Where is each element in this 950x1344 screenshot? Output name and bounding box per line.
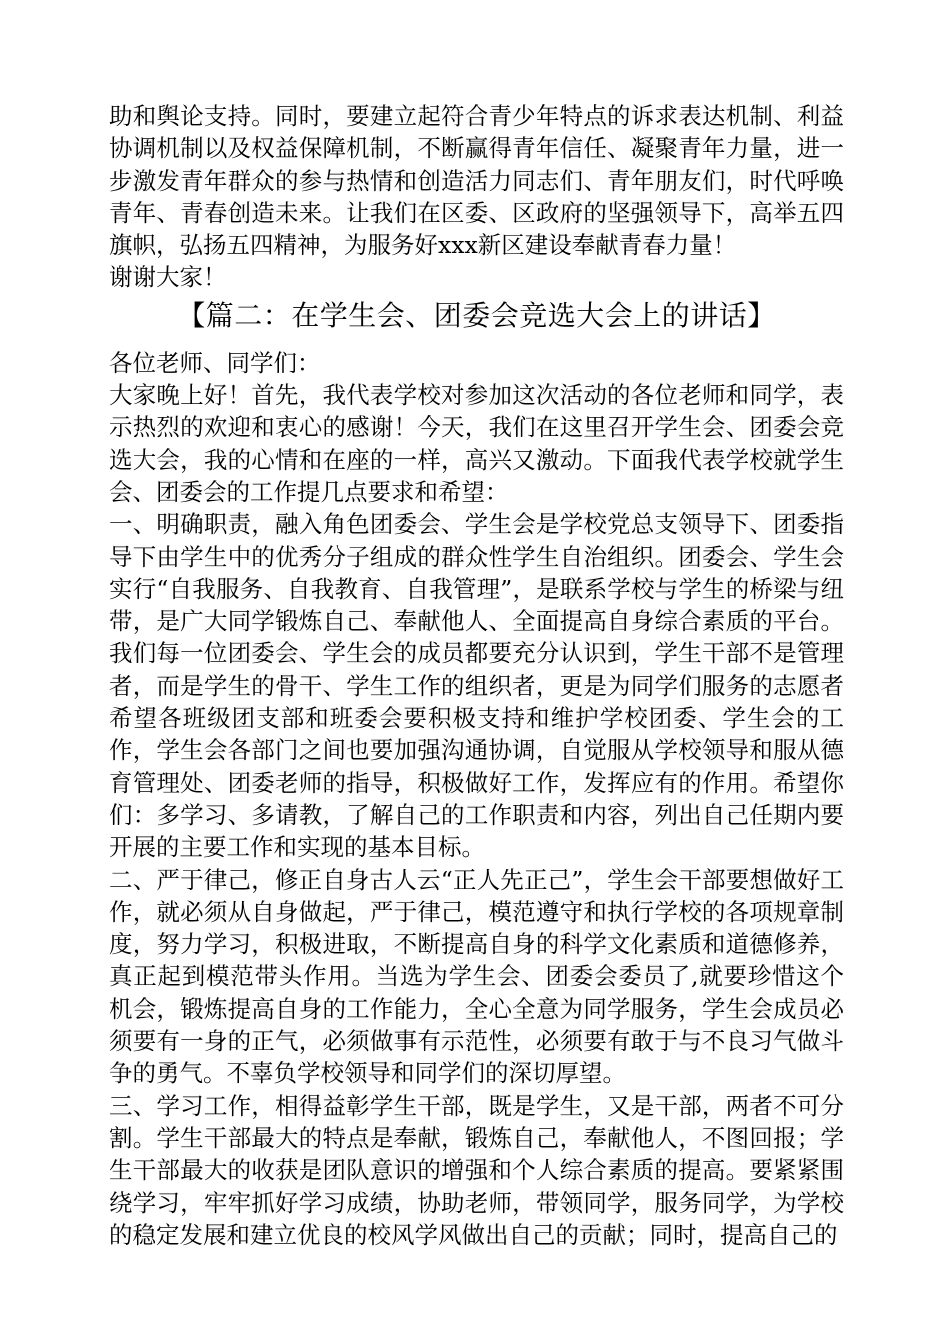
paragraph-greeting: 大家晚上好！首先，我代表学校对参加这次活动的各位老师和同学，表示热烈的欢迎和衷心的感谢！今天，我们在这里召开学生会、团委会竞选大会，我的心情和在座的一样，高兴又激动。下面我代表学校就学生会、团委会的工作提几点要求和希望： xyxy=(109,381,844,506)
paragraph-point-three: 三、学习工作，相得益彰学生干部，既是学生，又是干部，两者不可分割。学生干部最大的特点是奉献，锻炼自己，奉献他人，不图回报；学生干部最大的收获是团队意识的增强和个人综合素质的提高。要紧紧围绕学习，牢牢抓好学习成绩，协助老师，带领同学，服务同学，为学校的稳定发展和建立优良的校风学风做出自己的贡献；同时，提高自己的 xyxy=(109,1091,844,1249)
section-heading: 【篇二：在学生会、团委会竞选大会上的讲话】 xyxy=(177,298,776,332)
paragraph-point-two: 二、严于律己，修正自身古人云“正人先正己”，学生会干部要想做好工作，就必须从自身做起，严于律己，模范遵守和执行学校的各项规章制度，努力学习，积极进取，不断提高自身的科学文化素质和道德修养，真正起到模范带头作用。当选为学生会、团委会委员了,就要珍惜这个机会，锻炼提高自身的工作能力，全心全意为同学服务，学生会成员必须要有一身的正气，必须做事有示范性，必须要有敢于与不良习气做斗争的勇气。不辜负学校领导和同学们的深切厚望。 xyxy=(109,865,844,1088)
document-page xyxy=(109,100,844,1251)
paragraph-point-one: 一、明确职责，融入角色团委会、学生会是学校党总支领导下、团委指导下由学生中的优秀分子组成的群众性学生自治组织。团委会、学生会实行“自我服务、自我教育、自我管理”，是联系学校与学生的桥梁与纽带，是广大同学锻炼自己、奉献他人、全面提高自身综合素质的平台。我们每一位团委会、学生会的成员都要充分认识到，学生干部不是管理者，而是学生的骨干、学生工作的组织者，更是为同学们服务的志愿者希望各班级团支部和班委会要积极支持和维护学校团委、学生会的工作，学生会各部门之间也要加强沟通协调，自觉服从学校领导和服从德育管理处、团委老师的指导，积极做好工作，发挥应有的作用。希望你们：多学习、多请教，了解自己的工作职责和内容，列出自己任期内要开展的主要工作和实现的基本目标。 xyxy=(109,510,844,862)
paragraph-salutation: 各位老师、同学们： xyxy=(109,348,321,377)
paragraph-closing-appeal: 助和舆论支持。同时，要建立起符合青少年特点的诉求表达机制、利益协调机制以及权益保障机制，不断赢得青年信任、凝聚青年力量，进一步激发青年群众的参与热情和创造活力同志们、青年朋友们，时代呼唤青年、青春创造未来。让我们在区委、区政府的坚强领导下，高举五四旗帜，弘扬五四精神，为服务好xxx新区建设奉献青春力量！ xyxy=(109,102,844,260)
paragraph-thanks: 谢谢大家！ xyxy=(109,263,227,292)
